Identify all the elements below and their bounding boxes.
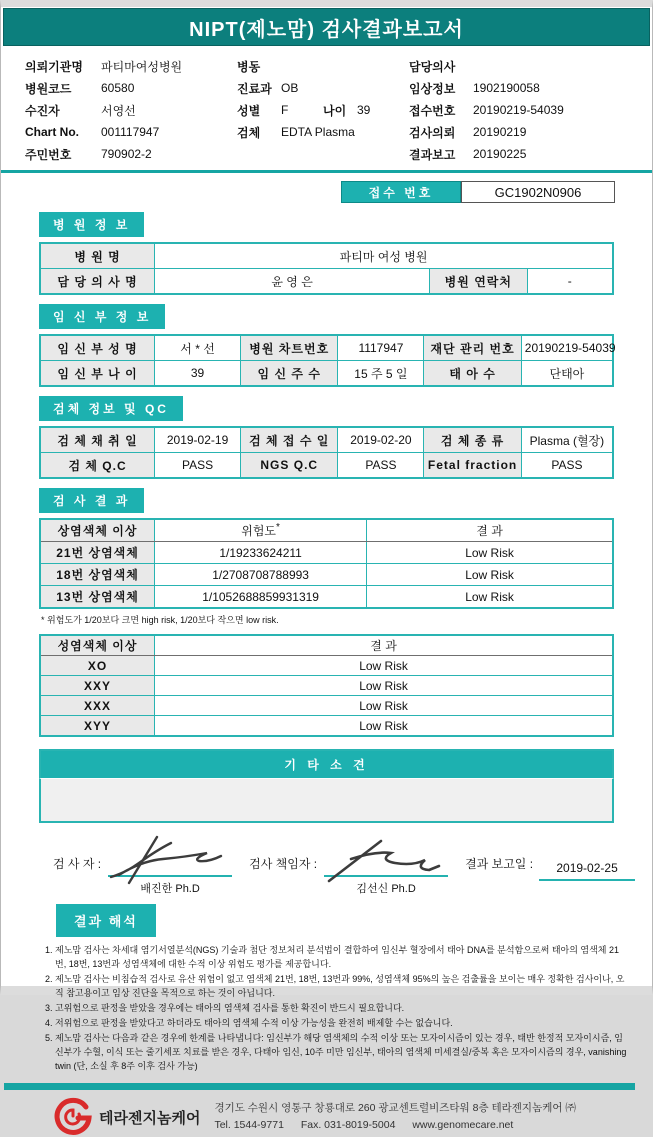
table-row (40, 427, 613, 453)
header-field (25, 55, 237, 77)
field-label: 주민번호 (25, 147, 72, 162)
field-value: 001117947 (101, 125, 160, 139)
header-field (409, 143, 642, 165)
report-date-value: 2019-02-25 (556, 861, 618, 875)
xyy-label: XYY (40, 716, 155, 737)
header-field (237, 55, 409, 77)
supervisor-signature-block (321, 833, 451, 896)
header-right-column (409, 55, 642, 165)
autosome-results-table (39, 518, 614, 609)
interpretation-item: 4. 저위험으로 판정을 받았다고 하더라도 태아의 염색체 수적 이상 가능성을 완전히 배제할 수는 없습니다. (55, 1017, 628, 1031)
risk-header (155, 519, 367, 542)
examiner-signature-image (105, 833, 235, 885)
field-value: 서영선 (101, 103, 136, 118)
field-value: 20190225 (473, 147, 527, 161)
hospital-contact-label: 병원 연락처 (430, 269, 527, 295)
header-field (25, 143, 237, 165)
field-value: 20190219-54039 (473, 103, 564, 117)
autosome-abnormality-header: 상염색체 이상 (40, 519, 155, 542)
ngs-qc-label: NGS Q.C (241, 453, 338, 479)
divider-rule (1, 170, 652, 173)
sex-abnormality-header: 성염색체 이상 (40, 635, 155, 656)
table-header-row (40, 519, 613, 542)
field-label: 의뢰기관명 (25, 59, 83, 74)
field-label: 병원코드 (25, 81, 72, 96)
section-badge-hospital: 병 원 정 보 (39, 212, 144, 237)
field-value: EDTA Plasma (281, 125, 355, 139)
field-label: 접수번호 (409, 103, 456, 118)
chr13-result: Low Risk (367, 586, 613, 609)
table-row (40, 453, 613, 479)
doctor-name-label: 담 당 의 사 명 (40, 269, 155, 295)
interpretation-item: 5. 제노맘 검사는 다음과 같은 경우에 한계를 나타냅니다: 임신부가 해당 염색체의 수적 이상 또는 모자이시즘이 있는 경우, 태반 한정적 모자이시즘, 임신부가 수혈, 이식 또는 줄기세포 치료를 받은 경우, 다태아 임신, 10주 미만 임신부, 태아의 염색체 미세결실/중복 혹은 모자이시즘의 경우, vanishing twin (단, 소실 후 8주 이후 검사 가능) (55, 1032, 628, 1074)
header-field (25, 121, 237, 143)
table-row (40, 243, 613, 269)
xo-result: Low Risk (155, 656, 613, 676)
footer (1, 1090, 652, 1137)
table-row (40, 586, 613, 609)
date-spacer (586, 884, 589, 896)
section-badge-pregnancy: 임 신 부 정 보 (39, 304, 165, 329)
receipt-date-label: 검 체 접 수 일 (241, 427, 338, 453)
receipt-date-value: 2019-02-20 (338, 427, 424, 453)
specimen-type-label: 검 체 종 류 (424, 427, 521, 453)
date-underline (539, 879, 635, 881)
collection-date-value: 2019-02-19 (155, 427, 241, 453)
risk-header-asterisk: * (276, 522, 280, 533)
interpretation-item: 2. 제노맘 검사는 비침습적 검사로 유산 위험이 없고 염색체 21번, 18번, 13번과 99%, 성염색체 95%의 높은 검출률을 보이는 매우 정확한 검사이나, 오직 참고용이고 임상 진단을 목적으로 하는 것이 아닙니다. (55, 973, 628, 1001)
fetal-fraction-label: Fetal fraction (424, 453, 521, 479)
chr18-risk: 1/2708708788993 (155, 564, 367, 586)
header-left-column (25, 55, 237, 165)
table-row (40, 335, 613, 361)
chr21-label: 21번 상염색체 (40, 542, 155, 564)
supervisor-name: 김선신 Ph.D (356, 883, 416, 895)
collection-date-label: 검 체 채 취 일 (40, 427, 155, 453)
chr21-result: Low Risk (367, 542, 613, 564)
chr18-result: Low Risk (367, 564, 613, 586)
table-row (40, 716, 613, 737)
header-field (409, 121, 642, 143)
other-findings-content (39, 778, 614, 823)
field-label: 진료과 (237, 81, 272, 96)
chart-number-label: 병원 차트번호 (241, 335, 338, 361)
report-title: NIPT(제노맘) 검사결과보고서 (189, 18, 464, 41)
field-label: 병동 (237, 59, 261, 74)
field-label: 임상정보 (409, 81, 456, 96)
management-number-value: 20190219-54039 (521, 335, 613, 361)
header-middle-column (237, 55, 409, 165)
hospital-info-table (39, 242, 614, 295)
sex-result-header: 결 과 (155, 635, 613, 656)
section-badge-interpretation: 결과 해석 (56, 904, 156, 937)
header-field (25, 77, 237, 99)
ngs-qc-value: PASS (338, 453, 424, 479)
gestation-weeks-value: 15 주 5 일 (338, 361, 424, 387)
section-badge-results: 검 사 결 과 (39, 488, 144, 513)
patient-header (1, 46, 652, 167)
header-field (237, 121, 409, 143)
field-value: OB (281, 81, 299, 95)
chr21-risk: 1/19233624211 (155, 542, 367, 564)
fetus-count-value: 단태아 (521, 361, 613, 387)
field-label: 검체 (237, 125, 261, 140)
header-field (237, 99, 409, 121)
hospital-name-value: 파티마 여성 병원 (155, 243, 613, 269)
receipt-number-box (1, 181, 615, 203)
fetus-count-label: 태 아 수 (424, 361, 521, 387)
risk-footnote: * 위험도가 1/20보다 크면 high risk, 1/20보다 작으면 low risk. (41, 615, 279, 625)
mother-age-label: 임 신 부 나 이 (40, 361, 155, 387)
interpretation-badge-wrap (1, 904, 652, 937)
report-title-bar (3, 8, 650, 46)
chr18-label: 18번 상염색체 (40, 564, 155, 586)
field-value: 20190219 (473, 125, 527, 139)
table-row (40, 542, 613, 564)
xyy-result: Low Risk (155, 716, 613, 737)
header-field (409, 99, 642, 121)
risk-header-text: 위험도 (241, 524, 277, 538)
interpretation-item: 3. 고위험으로 판정을 받았을 경우에는 태아의 염색체 검사를 통한 확진이 반드시 필요합니다. (55, 1002, 628, 1016)
mother-name-label: 임 신 부 성 명 (40, 335, 155, 361)
field-label: 결과보고 (409, 147, 456, 162)
result-header: 결 과 (367, 519, 613, 542)
section-badge-specimen: 검체 정보 및 QC (39, 396, 183, 421)
mother-age-value: 39 (155, 361, 241, 387)
report-body (1, 203, 652, 823)
field-value: 790902-2 (101, 147, 152, 161)
company-name: 테라젠지놈케어 (99, 1109, 201, 1127)
interpretation-list (1, 944, 652, 1073)
receipt-number-label: 접수 번호 (341, 181, 461, 203)
table-row (40, 656, 613, 676)
report-date-block (539, 861, 635, 896)
table-row (40, 696, 613, 716)
pregnancy-info-table (39, 334, 614, 387)
field-label: 나이 (323, 103, 347, 118)
chart-number-value: 1117947 (338, 335, 424, 361)
xxy-result: Low Risk (155, 676, 613, 696)
management-number-label: 재단 관리 번호 (424, 335, 521, 361)
table-header-row (40, 635, 613, 656)
xxx-label: XXX (40, 696, 155, 716)
field-label: Chart No. (25, 125, 79, 139)
company-tel: Tel. 1544-9771 (214, 1119, 284, 1132)
fetal-fraction-value: PASS (521, 453, 613, 479)
header-field (237, 77, 409, 99)
theragen-logo-icon (53, 1097, 93, 1137)
company-fax: Fax. 031-8019-5004 (300, 1119, 396, 1132)
examiner-label: 검 사 자 : (53, 857, 102, 871)
field-label: 담당의사 (409, 59, 456, 74)
company-website[interactable]: www.genomecare.net (412, 1119, 514, 1132)
hospital-contact-value: - (527, 269, 613, 295)
company-address-block (214, 1100, 576, 1135)
doctor-name-value: 윤 영 은 (155, 269, 430, 295)
sex-chromosome-results-table (39, 634, 614, 737)
field-value: 파티마여성병원 (101, 59, 183, 74)
xo-label: XO (40, 656, 155, 676)
header-field (409, 77, 642, 99)
supervisor-signature-image (321, 833, 451, 885)
chr13-risk: 1/1052688859931319 (155, 586, 367, 609)
signoff-row (1, 823, 652, 896)
interpretation-item: 1. 제노맘 검사는 차세대 염기서열분석(NGS) 기술과 첨단 정보처리 분석법이 결합하여 임신부 혈장에서 태아 DNA를 분석함으로써 태아의 염색체 21번, 18번, 13번과 성염색체에 대한 수적 이상 위험도 평가를 제공합니다. (55, 944, 628, 972)
table-row (40, 269, 613, 295)
table-row (40, 676, 613, 696)
field-value: 60580 (101, 81, 135, 95)
specimen-qc-table (39, 426, 614, 479)
field-value: 39 (357, 103, 371, 117)
other-findings-header: 기 타 소 견 (39, 749, 614, 778)
report-date-label: 결과 보고일 : (465, 857, 534, 871)
specimen-type-value: Plasma (혈장) (521, 427, 613, 453)
mother-name-value: 서 * 선 (155, 335, 241, 361)
specimen-qc-value: PASS (155, 453, 241, 479)
examiner-signature-block (105, 833, 235, 896)
hospital-name-label: 병 원 명 (40, 243, 155, 269)
footer-rule (4, 1083, 635, 1090)
company-contact-line (214, 1117, 576, 1134)
specimen-qc-label: 검 체 Q.C (40, 453, 155, 479)
xxy-label: XXY (40, 676, 155, 696)
field-value: F (281, 103, 289, 117)
field-label: 수진자 (25, 103, 60, 118)
header-field (409, 55, 642, 77)
field-label: 성별 (237, 103, 261, 118)
interpretation-section (1, 944, 652, 1073)
field-label: 검사의뢰 (409, 125, 456, 140)
receipt-number-value: GC1902N0906 (461, 181, 615, 203)
chr13-label: 13번 상염색체 (40, 586, 155, 609)
supervisor-label: 검사 책임자 : (249, 857, 318, 871)
company-address: 경기도 수원시 영통구 창룡대로 260 광교센트럴비즈타워 8층 테라젠지놈케어 ㈜ (214, 1102, 576, 1115)
xxx-result: Low Risk (155, 696, 613, 716)
header-field (25, 99, 237, 121)
table-row (40, 564, 613, 586)
table-row (40, 361, 613, 387)
examiner-name: 배진한 Ph.D (140, 883, 200, 895)
field-value: 1902190058 (473, 81, 540, 95)
gestation-weeks-label: 임 신 주 수 (241, 361, 338, 387)
